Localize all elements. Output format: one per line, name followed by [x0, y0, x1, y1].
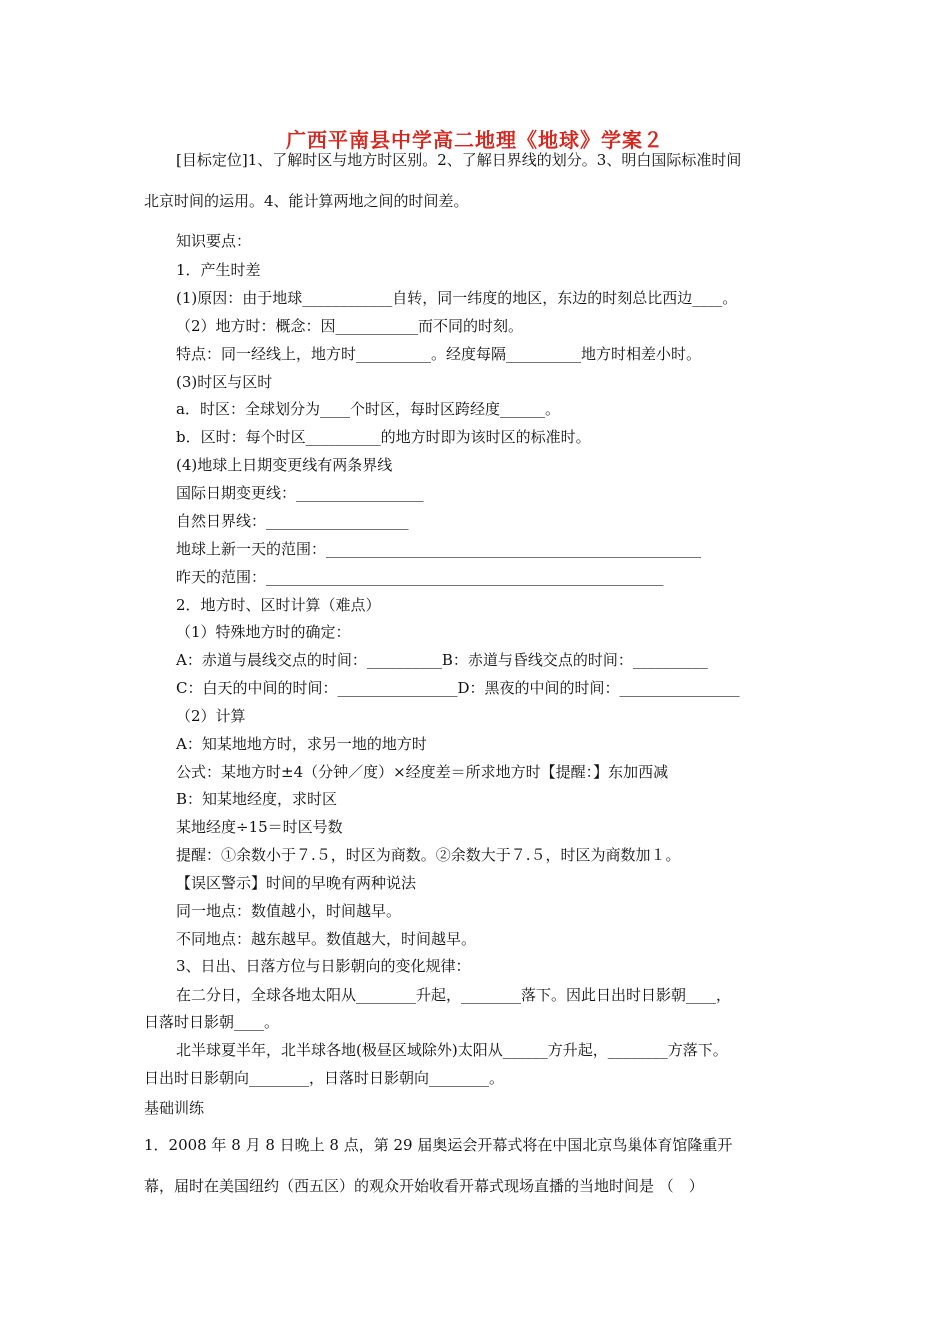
text-line: 3、日出、日落方位与日影朝向的变化规律： — [176, 957, 471, 975]
text-line: 知识要点： — [176, 232, 252, 250]
text-line: 提醒：①余数小于７.５，时区为商数。②余数大于７.５，时区为商数加１。 — [176, 846, 681, 864]
text-line: 北京时间的运用。4、能计算两地之间的时间差。 — [144, 192, 469, 210]
text-line: 2．地方时、区时计算（难点） — [176, 596, 381, 614]
text-line: 1．产生时差 — [176, 261, 261, 279]
text-line: 同一地点：数值越小，时间越早。 — [176, 902, 402, 920]
question-text: 幕，届时在美国纽约（西五区）的观众开始收看开幕式现场直播的当地时间是 （ ） — [144, 1177, 704, 1195]
text-line: 某地经度÷15＝时区号数 — [176, 818, 343, 836]
section-heading: 基础训练 — [144, 1099, 205, 1117]
text-line: A：赤道与晨线交点的时间：__________B：赤道与昏线交点的时间：__________ — [176, 651, 708, 669]
text-line: C：白天的中间的时间：________________D：黑夜的中间的时间：________________ — [176, 679, 740, 697]
text-line: b．区时：每个时区__________的地方时即为该时区的标准时。 — [176, 428, 591, 446]
text-line: [目标定位]1、了解时区与地方时区别。2、了解日界线的划分。3、明白国际标准时间 — [176, 151, 742, 169]
text-line: （1）特殊地方时的确定： — [176, 623, 351, 641]
text-line: 自然日界线：___________________ — [176, 512, 409, 530]
page-title: 广西平南县中学高二地理《地球》学案２ — [286, 128, 664, 152]
text-line: 国际日期变更线：_________________ — [176, 484, 424, 502]
text-line: 日出时日影朝向________，日落时日影朝向________。 — [144, 1069, 505, 1087]
text-line: 公式：某地方时±4（分钟／度）×经度差＝所求地方时【提醒：】东加西减 — [176, 763, 669, 781]
text-line: 在二分日，全球各地太阳从________升起，________落下。因此日出时日影朝____， — [176, 986, 732, 1004]
question-text: 1．2008 年 8 月 8 日晚上 8 点，第 29 届奥运会开幕式将在中国北京鸟巢体育馆隆重开 — [144, 1136, 733, 1154]
text-line: (1)原因：由于地球____________自转，同一纬度的地区，东边的时刻总比西边____。 — [176, 289, 738, 307]
text-line: 特点：同一经线上，地方时__________。经度每隔__________地方时相差小时。 — [176, 345, 702, 363]
text-line: (3)时区与区时 — [176, 373, 273, 391]
text-line: a．时区：全球划分为____个时区，每时区跨经度______。 — [176, 400, 560, 418]
text-line: （2）计算 — [176, 707, 246, 725]
text-line: A：知某地地方时，求另一地的地方时 — [176, 735, 427, 753]
text-line: 日落时日影朝____。 — [144, 1013, 280, 1031]
text-line: （2）地方时：概念：因___________而不同的时刻。 — [176, 317, 524, 335]
text-line: 昨天的范围：_____________________________________________________ — [176, 568, 664, 586]
text-line: 【误区警示】时间的早晚有两种说法 — [176, 874, 417, 892]
text-line: 地球上新一天的范围：__________________________________________________ — [176, 540, 702, 558]
text-line: 北半球夏半年，北半球各地(极昼区域除外)太阳从______方升起，________方落下。 — [176, 1041, 728, 1059]
text-line: (4)地球上日期变更线有两条界线 — [176, 456, 393, 474]
text-line: 不同地点：越东越早。数值越大，时间越早。 — [176, 930, 477, 948]
text-line: B：知某地经度，求时区 — [176, 790, 338, 808]
